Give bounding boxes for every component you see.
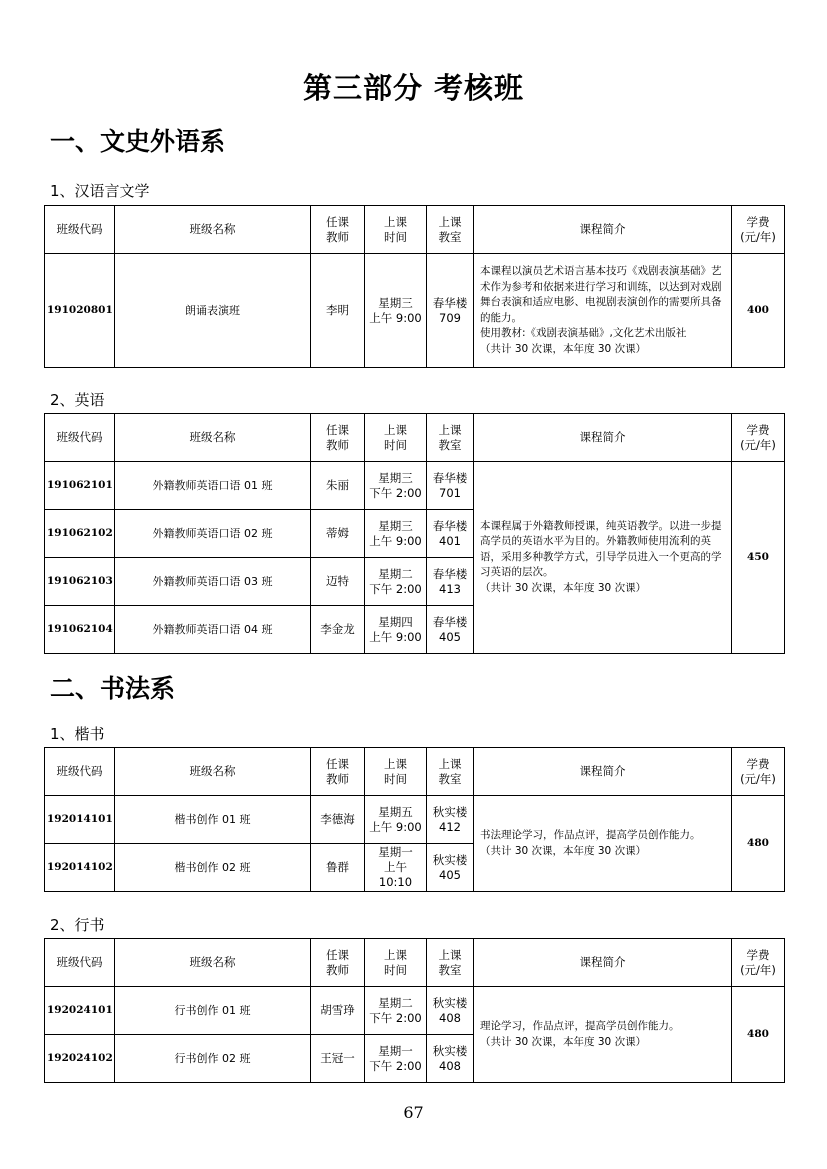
header-fee: 学费 (元/年) [732, 414, 785, 462]
course-description [474, 987, 732, 1083]
table-header-row [45, 414, 785, 462]
header-fee: 学费 (元/年) [732, 206, 785, 254]
description-paragraph: 理论学习，作品点评，提高学员创作能力。 [480, 1020, 680, 1032]
description-paragraph: 使用教材:《戏剧表演基础》,文化艺术出版社 [480, 327, 687, 339]
class-code: 191062103 [45, 558, 115, 606]
header-description: 课程简介 [474, 939, 732, 987]
tuition-fee: 450 [732, 462, 785, 654]
class-name: 楷书创作 02 班 [115, 844, 311, 892]
classroom: 春华楼 401 [427, 510, 474, 558]
class-time: 星期一 下午 2:00 [365, 1035, 427, 1083]
class-time: 星期三 上午 9:00 [365, 254, 427, 368]
table-row [45, 254, 785, 368]
header-time: 上课 时间 [365, 414, 427, 462]
classroom: 秋实楼 412 [427, 796, 474, 844]
header-fee: 学费 (元/年) [732, 939, 785, 987]
classroom: 秋实楼 405 [427, 844, 474, 892]
header-class-name: 班级名称 [115, 939, 311, 987]
header-class-code: 班级代码 [45, 414, 115, 462]
class-time: 星期三 下午 2:00 [365, 462, 427, 510]
department-heading: 一、文史外语系 [50, 127, 226, 156]
tuition-fee: 400 [732, 254, 785, 368]
table-row [45, 462, 785, 510]
header-teacher: 任课 教师 [311, 414, 365, 462]
classroom: 春华楼 701 [427, 462, 474, 510]
description-paragraph: 书法理论学习，作品点评，提高学员创作能力。 [480, 829, 701, 841]
teacher-name: 蒂姆 [311, 510, 365, 558]
classroom: 秋实楼 408 [427, 1035, 474, 1083]
classroom: 春华楼 709 [427, 254, 474, 368]
description-paragraph: （共计 30 次课，本年度 30 次课） [480, 1035, 647, 1048]
class-time: 星期四 上午 9:00 [365, 606, 427, 654]
header-class-code: 班级代码 [45, 206, 115, 254]
class-name: 行书创作 01 班 [115, 987, 311, 1035]
class-name: 外籍教师英语口语 01 班 [115, 462, 311, 510]
header-time: 上课 时间 [365, 206, 427, 254]
class-time: 星期三 上午 9:00 [365, 510, 427, 558]
page-title: 第三部分 考核班 [302, 71, 525, 105]
header-teacher: 任课 教师 [311, 939, 365, 987]
course-table [44, 747, 785, 892]
teacher-name: 李德海 [311, 796, 365, 844]
class-code: 192024101 [45, 987, 115, 1035]
teacher-name: 迈特 [311, 558, 365, 606]
course-description [474, 462, 732, 654]
class-name: 行书创作 02 班 [115, 1035, 311, 1083]
description-paragraph: 本课程属于外籍教师授课，纯英语教学。以进一步提高学员的英语水平为目的。外籍教师使用流利的英语，采用多种教学方式，引导学员进入一个更高的学习英语的层次。 [480, 519, 722, 579]
header-class-code: 班级代码 [45, 748, 115, 796]
section-heading: 2、英语 [50, 391, 105, 409]
class-name: 外籍教师英语口语 02 班 [115, 510, 311, 558]
class-code: 191062104 [45, 606, 115, 654]
class-name: 外籍教师英语口语 03 班 [115, 558, 311, 606]
teacher-name: 王冠一 [311, 1035, 365, 1083]
page-number: 67 [403, 1103, 424, 1122]
classroom: 秋实楼 408 [427, 987, 474, 1035]
course-description [474, 796, 732, 892]
class-code: 191062101 [45, 462, 115, 510]
table-row [45, 987, 785, 1035]
course-table [44, 413, 785, 654]
class-time: 星期二 下午 2:00 [365, 558, 427, 606]
header-room: 上课 教室 [427, 414, 474, 462]
course-table [44, 938, 785, 1083]
header-class-name: 班级名称 [115, 414, 311, 462]
section-heading: 1、汉语言文学 [50, 182, 150, 200]
description-paragraph: （共计 30 次课，本年度 30 次课） [480, 844, 647, 857]
header-class-name: 班级名称 [115, 748, 311, 796]
header-room: 上课 教室 [427, 748, 474, 796]
header-description: 课程简介 [474, 206, 732, 254]
class-code: 191062102 [45, 510, 115, 558]
description-paragraph: 本课程以演员艺术语言基本技巧《戏剧表演基础》艺术作为参考和依据来进行学习和训练，以达到对戏剧舞台表演和适应电影、电视剧表演创作的需要所具备的能力。 [480, 265, 722, 324]
tuition-fee: 480 [732, 987, 785, 1083]
header-time: 上课 时间 [365, 748, 427, 796]
tuition-fee: 480 [732, 796, 785, 892]
description-paragraph: （共计 30 次课，本年度 30 次课） [480, 342, 647, 355]
header-room: 上课 教室 [427, 206, 474, 254]
table-header-row [45, 206, 785, 254]
description-paragraph: （共计 30 次课，本年度 30 次课） [480, 581, 647, 594]
class-time: 星期一 上午 10:10 [365, 844, 427, 892]
header-teacher: 任课 教师 [311, 748, 365, 796]
class-time: 星期五 上午 9:00 [365, 796, 427, 844]
course-table [44, 205, 785, 368]
class-code: 192014101 [45, 796, 115, 844]
class-code: 191020801 [45, 254, 115, 368]
header-room: 上课 教室 [427, 939, 474, 987]
class-name: 外籍教师英语口语 04 班 [115, 606, 311, 654]
department-heading: 二、书法系 [50, 674, 176, 703]
classroom: 春华楼 405 [427, 606, 474, 654]
table-header-row [45, 748, 785, 796]
teacher-name: 李金龙 [311, 606, 365, 654]
teacher-name: 胡雪琤 [311, 987, 365, 1035]
table-row [45, 796, 785, 844]
class-code: 192024102 [45, 1035, 115, 1083]
header-description: 课程简介 [474, 414, 732, 462]
course-description [474, 254, 732, 368]
header-class-name: 班级名称 [115, 206, 311, 254]
header-time: 上课 时间 [365, 939, 427, 987]
class-time: 星期二 下午 2:00 [365, 987, 427, 1035]
header-fee: 学费 (元/年) [732, 748, 785, 796]
teacher-name: 朱丽 [311, 462, 365, 510]
class-name: 楷书创作 01 班 [115, 796, 311, 844]
classroom: 春华楼 413 [427, 558, 474, 606]
section-heading: 2、行书 [50, 916, 105, 934]
section-heading: 1、楷书 [50, 725, 105, 743]
teacher-name: 李明 [311, 254, 365, 368]
class-code: 192014102 [45, 844, 115, 892]
teacher-name: 鲁群 [311, 844, 365, 892]
header-description: 课程简介 [474, 748, 732, 796]
header-class-code: 班级代码 [45, 939, 115, 987]
class-name: 朗诵表演班 [115, 254, 311, 368]
header-teacher: 任课 教师 [311, 206, 365, 254]
table-header-row [45, 939, 785, 987]
